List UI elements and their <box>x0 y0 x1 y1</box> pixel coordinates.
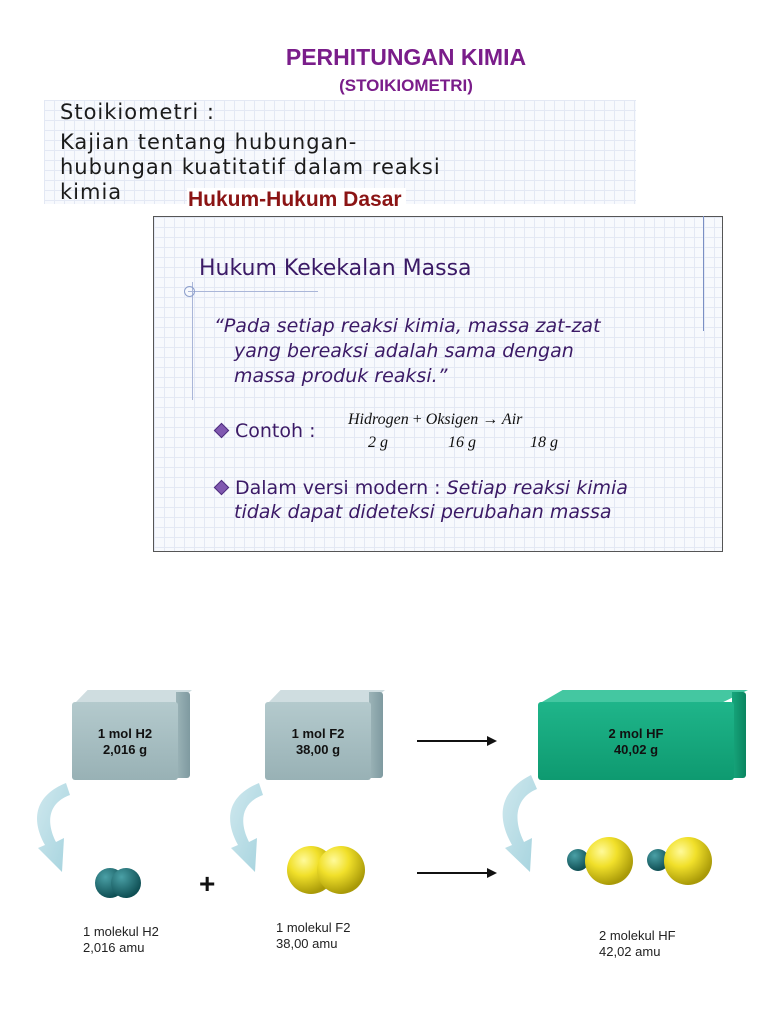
stoikiometri-heading: Stoikiometri : <box>60 100 215 124</box>
definition-line: Kajian tentang hubungan- <box>60 130 358 154</box>
section-title: Hukum-Hukum Dasar <box>187 188 406 212</box>
caption-line: 38,00 amu <box>276 936 338 951</box>
slide-title: Hukum Kekekalan Massa <box>199 256 472 281</box>
caption-line: 1 molekul F2 <box>276 920 351 935</box>
block-label: 2 mol HF <box>608 726 664 741</box>
h2-molecule-icon <box>95 868 141 898</box>
right-arrow-icon <box>417 736 497 746</box>
curved-arrow-icon <box>503 775 537 872</box>
definition-line: kimia <box>60 180 123 204</box>
quote-line: “Pada setiap reaksi kimia, massa zat-zat <box>214 315 601 337</box>
caption-f2 <box>276 920 350 952</box>
quote-line: yang bereaksi adalah sama dengan <box>234 340 574 362</box>
modern-text: tidak dapat dideteksi perubahan massa <box>234 501 612 523</box>
plus-sign: + <box>199 868 216 899</box>
modern-label: Dalam versi modern : <box>235 477 441 499</box>
reactant-oxygen: Oksigen <box>425 411 479 428</box>
block-label: 40,02 g <box>613 742 659 757</box>
mass-oxygen: 16 g <box>448 434 476 451</box>
caption-hf <box>599 928 676 960</box>
curved-arrow-icon <box>37 783 70 872</box>
block-label: 1 mol F2 <box>291 726 345 741</box>
page-subtitle: (STOIKIOMETRI) <box>339 76 473 95</box>
product-water: Air <box>501 411 523 428</box>
block-label: 2,016 g <box>102 742 148 757</box>
block-label: 1 mol H2 <box>97 726 153 741</box>
hf-molecule-icon <box>647 837 712 885</box>
reactant-hydrogen: Hidrogen <box>348 411 409 428</box>
contoh-label: Contoh : <box>235 420 316 442</box>
definition-line: hubungan kuatitatif dalam reaksi <box>60 155 441 179</box>
right-arrow-icon <box>417 868 497 878</box>
block-label: 38,00 g <box>295 742 341 757</box>
mass-hydrogen: 2 g <box>368 434 388 451</box>
page-title: PERHITUNGAN KIMIA <box>285 44 527 70</box>
plus-sign: + <box>412 411 422 428</box>
reaction-arrow-icon: → <box>482 411 499 428</box>
caption-line: 2 molekul HF <box>599 928 676 943</box>
mass-water: 18 g <box>530 434 558 451</box>
quote-line: massa produk reaksi.” <box>234 365 448 387</box>
modern-text: Setiap reaksi kimia <box>446 477 628 499</box>
hf-molecule-icon <box>567 837 633 885</box>
caption-line: 2,016 amu <box>83 940 145 955</box>
caption-line: 1 molekul H2 <box>83 924 159 939</box>
f2-molecule-icon <box>287 846 365 894</box>
caption-line: 42,02 amu <box>599 944 661 959</box>
curved-arrow-icon <box>230 783 263 872</box>
caption-h2 <box>83 924 159 956</box>
